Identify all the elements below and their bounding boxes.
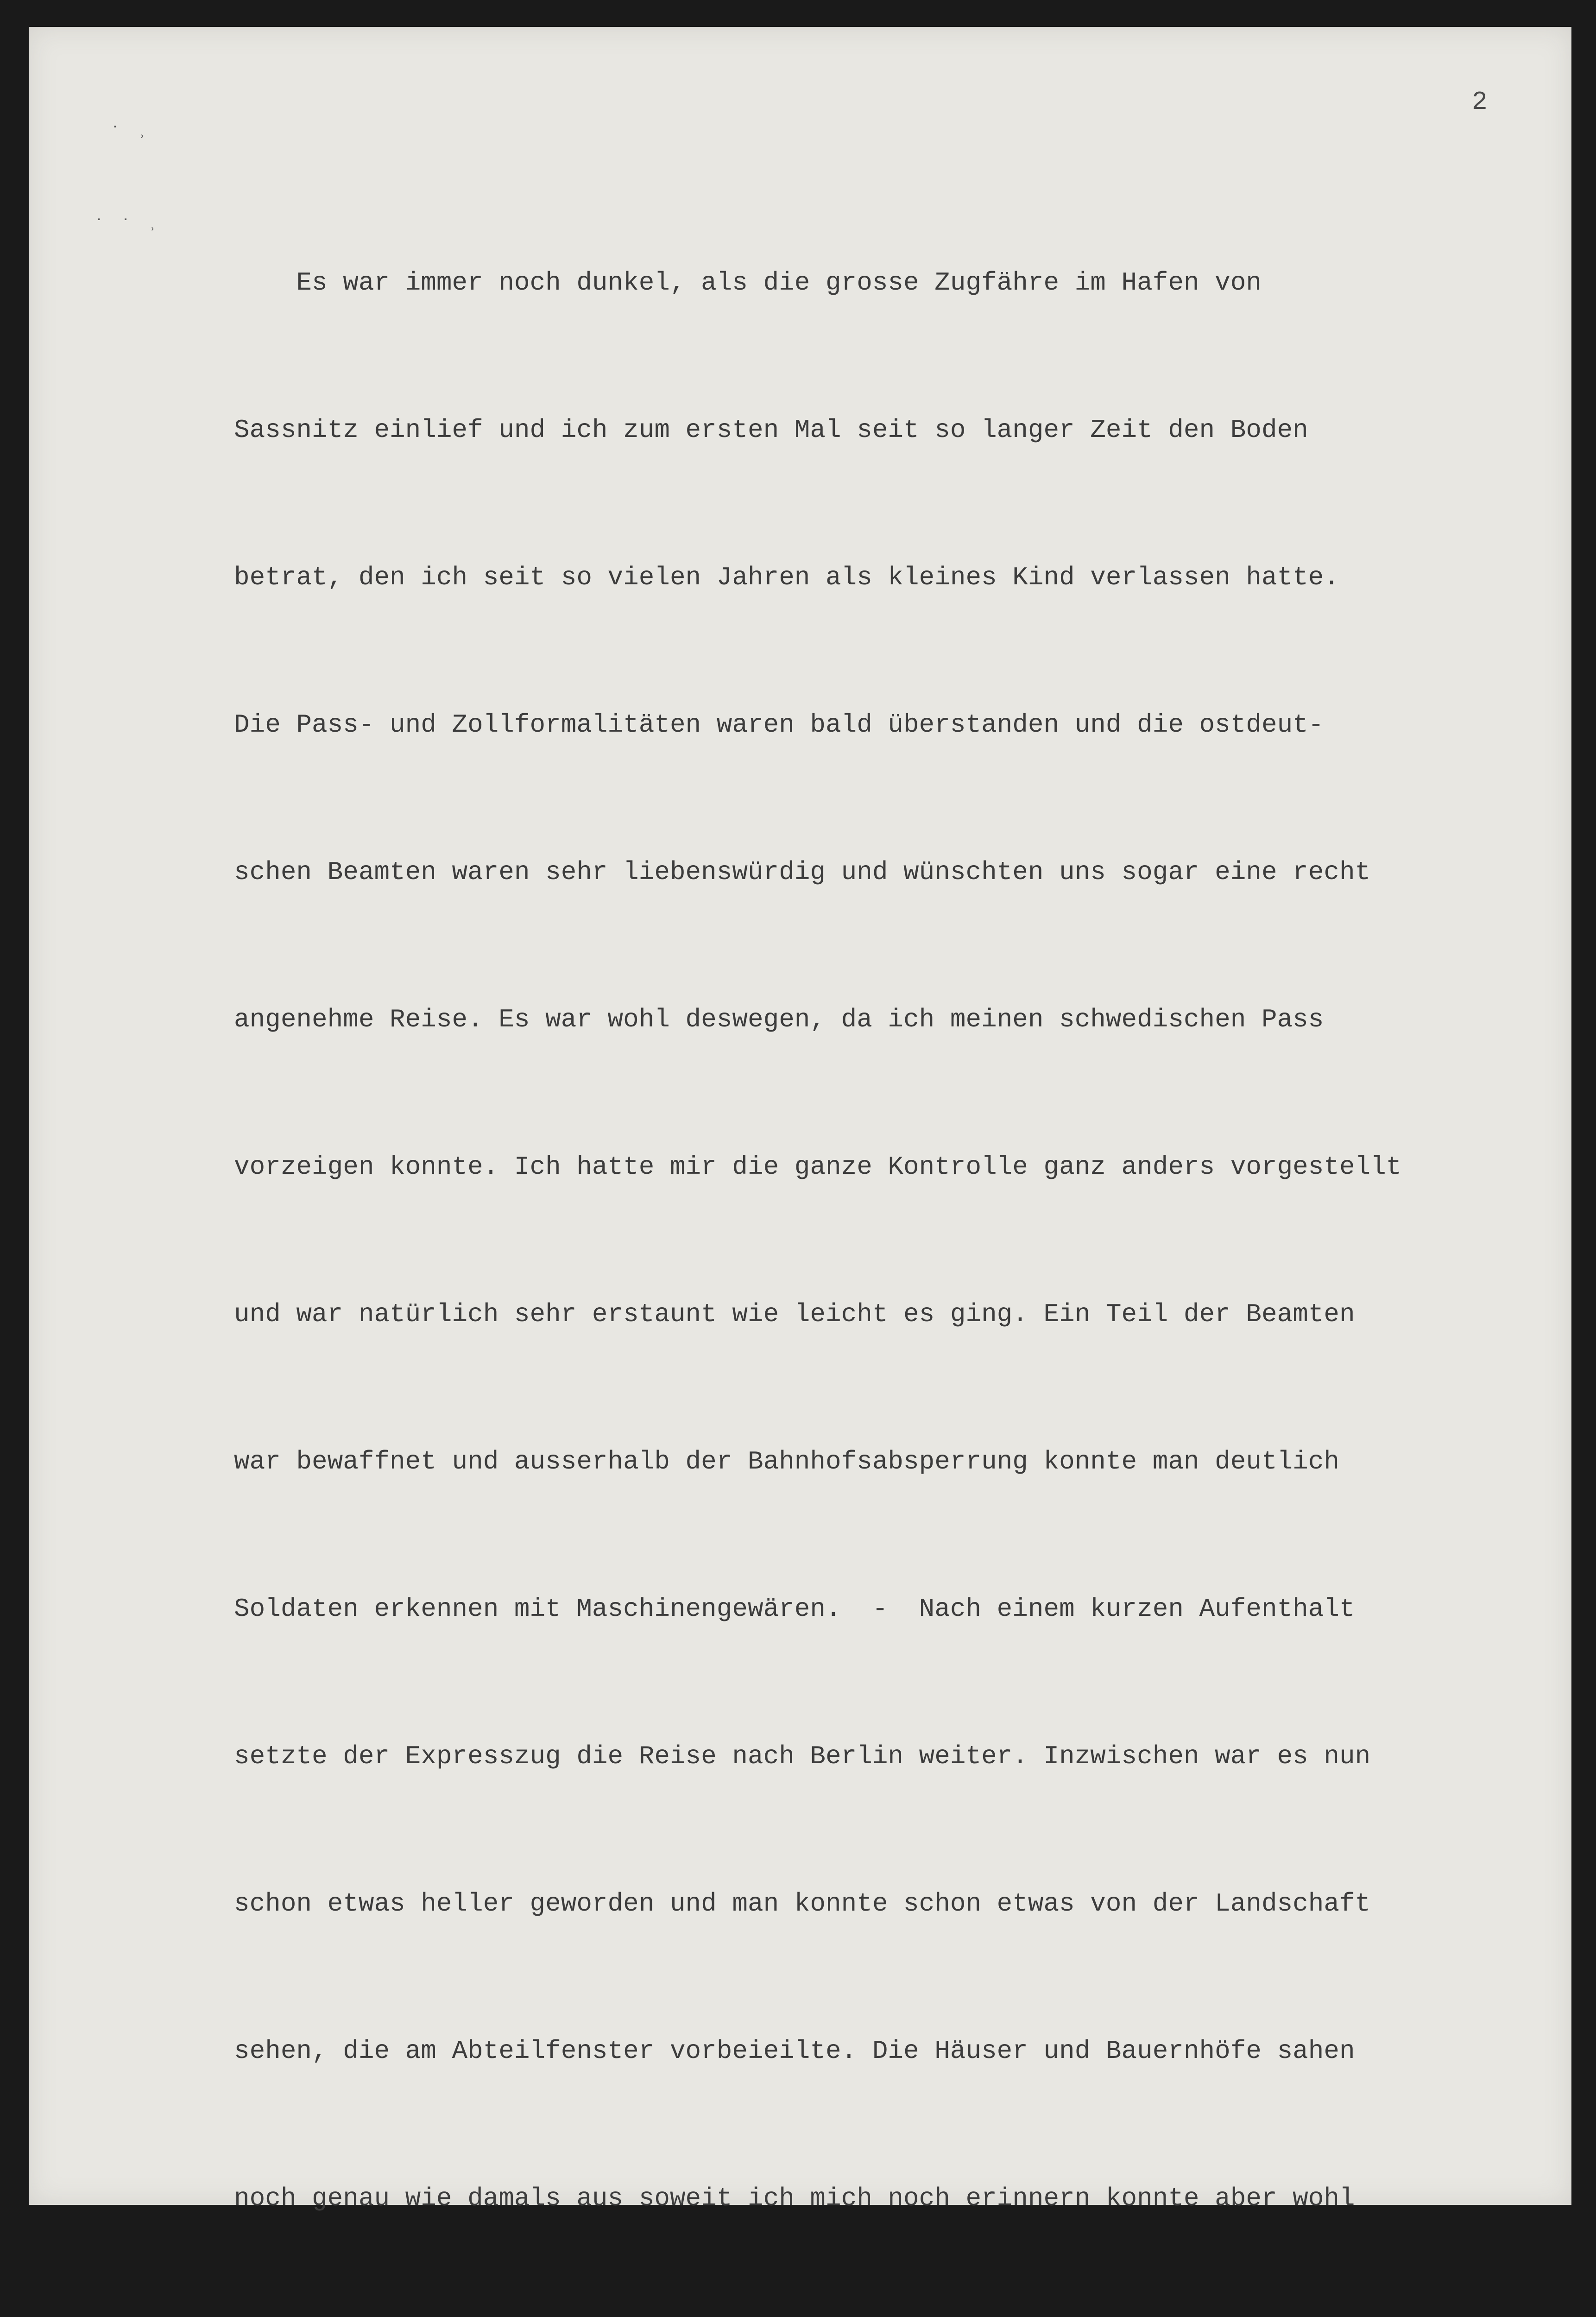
- text-line: Es war immer noch dunkel, als die grosse Zugfähre im Hafen von: [234, 268, 1262, 298]
- text-line: war bewaffnet und ausserhalb der Bahnhofsabsperrung konnte man deutlich: [234, 1447, 1339, 1476]
- text-line: schen Beamten waren sehr liebenswürdig und wünschten uns sogar eine recht: [234, 857, 1371, 887]
- text-line: sehen, die am Abteilfenster vorbeieilte. Die Häuser und Bauernhöfe sahen: [234, 2036, 1355, 2066]
- margin-mark-top: ˙ ˒: [110, 124, 150, 144]
- text-line: betrat, den ich seit so vielen Jahren als kleines Kind verlassen hatte.: [234, 563, 1339, 592]
- text-line: Die Pass- und Zollformalitäten waren bald überstanden und die ostdeut-: [234, 710, 1324, 740]
- margin-mark-bottom: ˙ ˙ ˒: [94, 217, 161, 237]
- text-line: Sassnitz einlief und ich zum ersten Mal seit so langer Zeit den Boden: [234, 415, 1308, 445]
- text-line: angenehme Reise. Es war wohl deswegen, da ich meinen schwedischen Pass: [234, 1005, 1324, 1034]
- text-line: setzte der Expresszug die Reise nach Berlin weiter. Inzwischen war es nun: [234, 1741, 1371, 1771]
- text-line: und war natürlich sehr erstaunt wie leicht es ging. Ein Teil der Beamten: [234, 1299, 1355, 1329]
- page-number: 2: [1472, 87, 1488, 117]
- text-line: schon etwas heller geworden und man konnte schon etwas von der Landschaft: [234, 1889, 1371, 1918]
- body-text: [234, 160, 1568, 2317]
- text-line: Soldaten erkennen mit Maschinengewären. - Nach einem kurzen Aufenthalt: [234, 1594, 1355, 1624]
- text-line: vorzeigen konnte. Ich hatte mir die ganze Kontrolle ganz anders vorgestellt: [234, 1152, 1402, 1182]
- text-line: noch genau wie damals aus soweit ich mich noch erinnern konnte aber wohl: [234, 2184, 1355, 2213]
